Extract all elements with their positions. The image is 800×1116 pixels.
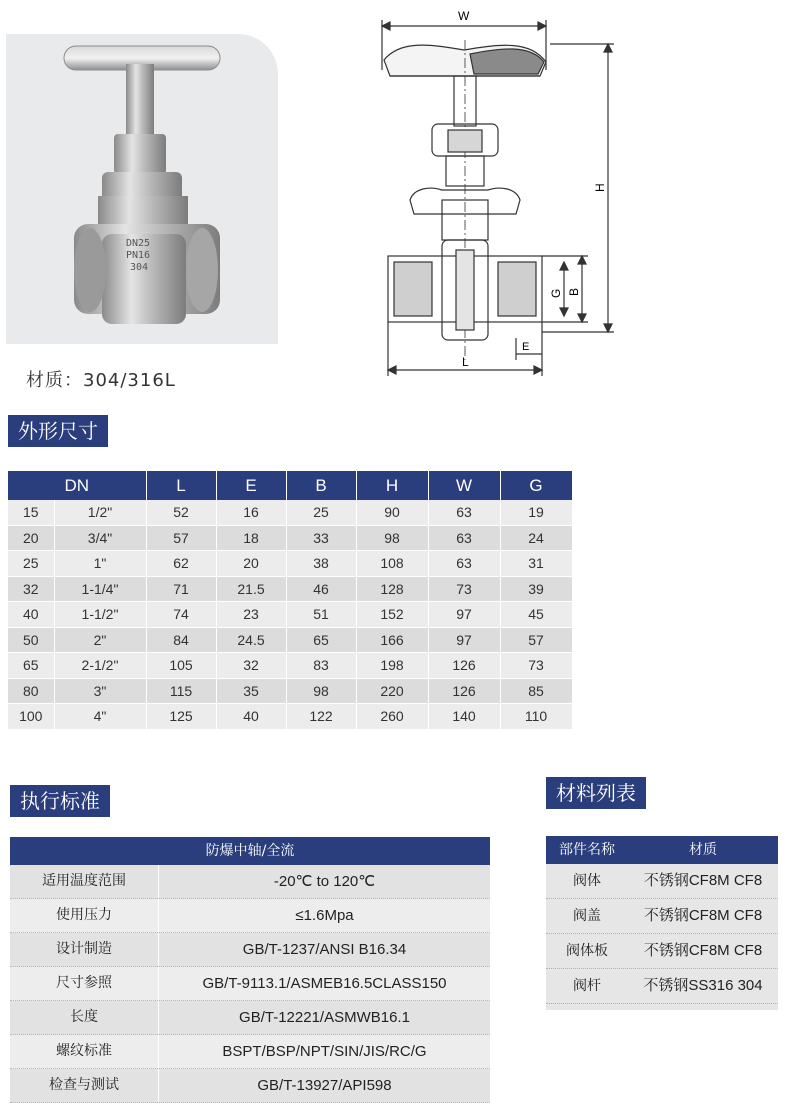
standards-row: [10, 933, 490, 967]
table-cell: 110: [500, 704, 572, 730]
table-cell: 83: [286, 653, 356, 679]
materials-row: [546, 934, 778, 969]
table-cell: 4": [54, 704, 146, 730]
table-cell: 20: [8, 525, 54, 551]
table-row: [8, 627, 572, 653]
dimension-header-row: [8, 471, 572, 500]
standards-label: 螺纹标准: [10, 1035, 159, 1068]
table-cell: 198: [356, 653, 428, 679]
header-b: B: [286, 471, 356, 500]
table-cell: 3": [54, 678, 146, 704]
table-cell: 18: [216, 525, 286, 551]
table-cell: 2-1/2": [54, 653, 146, 679]
table-row: [8, 551, 572, 577]
table-cell: 25: [8, 551, 54, 577]
product-photo: [6, 34, 278, 344]
table-cell: 98: [286, 678, 356, 704]
table-cell: 25: [286, 500, 356, 525]
table-cell: 74: [146, 602, 216, 628]
table-cell: 220: [356, 678, 428, 704]
standards-row: [10, 1069, 490, 1103]
materials-header: [546, 836, 778, 864]
table-cell: 97: [428, 627, 500, 653]
table-cell: 40: [8, 602, 54, 628]
standards-label: 长度: [10, 1001, 159, 1034]
table-cell: 46: [286, 576, 356, 602]
table-cell: 73: [500, 653, 572, 679]
materials-header-part: 部件名称: [559, 842, 615, 858]
table-cell: 40: [216, 704, 286, 730]
standards-row: [10, 899, 490, 933]
dimension-table: [8, 471, 573, 730]
materials-table: [546, 836, 778, 1010]
valve-marking-grade: 304: [130, 262, 149, 273]
header-w: W: [428, 471, 500, 500]
standards-value: GB/T-1237/ANSI B16.34: [242, 941, 407, 958]
materials-material: 不锈钢CF8M CF8: [643, 872, 763, 889]
materials-row: [546, 864, 778, 899]
standards-row: [10, 1001, 490, 1035]
label-h: H: [593, 183, 607, 192]
table-cell: 52: [146, 500, 216, 525]
table-cell: 140: [428, 704, 500, 730]
table-row: [8, 678, 572, 704]
table-cell: 152: [356, 602, 428, 628]
materials-row: [546, 969, 778, 1004]
table-row: [8, 704, 572, 730]
table-cell: 51: [286, 602, 356, 628]
standards-row: [10, 967, 490, 1001]
standards-label: 检查与测试: [10, 1069, 159, 1102]
table-cell: 62: [146, 551, 216, 577]
table-cell: 97: [428, 602, 500, 628]
table-cell: 105: [146, 653, 216, 679]
table-row: [8, 525, 572, 551]
label-g: G: [549, 288, 563, 298]
table-cell: 35: [216, 678, 286, 704]
table-cell: 16: [216, 500, 286, 525]
table-cell: 100: [8, 704, 54, 730]
header-dn: DN: [8, 471, 146, 500]
table-cell: 260: [356, 704, 428, 730]
table-cell: 50: [8, 627, 54, 653]
table-cell: 1-1/4": [54, 576, 146, 602]
table-cell: 38: [286, 551, 356, 577]
table-cell: 1-1/2": [54, 602, 146, 628]
technical-drawing: [370, 0, 630, 380]
table-row: [8, 602, 572, 628]
table-cell: 84: [146, 627, 216, 653]
materials-part: 阀体: [573, 873, 601, 889]
header-h: H: [356, 471, 428, 500]
standards-value: GB/T-12221/ASMWB16.1: [239, 1009, 410, 1026]
materials-part: 阀体板: [566, 943, 608, 959]
table-cell: 166: [356, 627, 428, 653]
table-cell: 57: [500, 627, 572, 653]
table-cell: 31: [500, 551, 572, 577]
table-cell: 32: [216, 653, 286, 679]
table-cell: 15: [8, 500, 54, 525]
standards-label: 适用温度范围: [10, 865, 159, 898]
table-cell: 90: [356, 500, 428, 525]
standards-value: GB/T-13927/API598: [257, 1077, 392, 1094]
header-l: L: [146, 471, 216, 500]
table-cell: 1": [54, 551, 146, 577]
materials-material: 不锈钢CF8M CF8: [643, 907, 763, 924]
table-row: [8, 653, 572, 679]
materials-material: 不锈钢SS316 304: [643, 977, 763, 994]
table-cell: 24: [500, 525, 572, 551]
standards-header: 防爆中轴/全流: [10, 837, 490, 865]
table-cell: 39: [500, 576, 572, 602]
table-cell: 3/4": [54, 525, 146, 551]
table-cell: 57: [146, 525, 216, 551]
table-cell: 1/2": [54, 500, 146, 525]
label-e: E: [522, 341, 530, 353]
table-cell: 126: [428, 653, 500, 679]
standards-value: GB/T-9113.1/ASMEB16.5CLASS150: [202, 975, 447, 992]
table-cell: 108: [356, 551, 428, 577]
table-cell: 45: [500, 602, 572, 628]
label-l: L: [462, 355, 469, 369]
table-cell: 24.5: [216, 627, 286, 653]
table-cell: 98: [356, 525, 428, 551]
standards-value: -20℃ to 120℃: [273, 873, 376, 890]
materials-material: 不锈钢CF8M CF8: [643, 942, 763, 959]
table-cell: 71: [146, 576, 216, 602]
table-cell: 125: [146, 704, 216, 730]
table-row: [8, 500, 572, 525]
label-b: B: [567, 287, 581, 296]
table-cell: 33: [286, 525, 356, 551]
standards-label: 设计制造: [10, 933, 159, 966]
standards-value: ≤1.6Mpa: [295, 907, 354, 924]
gate-valve-image: [6, 34, 278, 344]
header-g: G: [500, 471, 572, 500]
table-cell: 65: [8, 653, 54, 679]
table-cell: 65: [286, 627, 356, 653]
table-cell: 21.5: [216, 576, 286, 602]
header-e: E: [216, 471, 286, 500]
standards-row: [10, 1035, 490, 1069]
valve-marking-dn: DN25: [126, 238, 151, 249]
section-title-standards: 执行标准: [10, 785, 110, 817]
table-row: [8, 576, 572, 602]
table-cell: 32: [8, 576, 54, 602]
table-cell: 122: [286, 704, 356, 730]
table-cell: 73: [428, 576, 500, 602]
table-cell: 85: [500, 678, 572, 704]
section-title-materials: 材料列表: [546, 777, 646, 809]
standards-label: 使用压力: [10, 899, 159, 932]
standards-value: BSPT/BSP/NPT/SIN/JIS/RC/G: [222, 1043, 427, 1060]
table-cell: 20: [216, 551, 286, 577]
material-caption: 材质：304/316L: [26, 370, 176, 391]
table-cell: 23: [216, 602, 286, 628]
table-cell: 115: [146, 678, 216, 704]
table-cell: 126: [428, 678, 500, 704]
table-cell: 2": [54, 627, 146, 653]
table-cell: 128: [356, 576, 428, 602]
standards-label: 尺寸参照: [10, 967, 159, 1000]
materials-part: 阀杆: [573, 978, 601, 994]
materials-part: 阀盖: [573, 908, 601, 924]
label-w: W: [458, 9, 470, 23]
table-cell: 63: [428, 500, 500, 525]
table-cell: 19: [500, 500, 572, 525]
materials-header-material: 材质: [689, 842, 717, 858]
table-cell: 80: [8, 678, 54, 704]
table-cell: 63: [428, 525, 500, 551]
standards-table: [10, 837, 490, 1103]
standards-row: [10, 865, 490, 899]
materials-row: [546, 899, 778, 934]
valve-marking-pn: PN16: [126, 250, 151, 261]
table-cell: 63: [428, 551, 500, 577]
section-title-dimensions: 外形尺寸: [8, 415, 108, 447]
